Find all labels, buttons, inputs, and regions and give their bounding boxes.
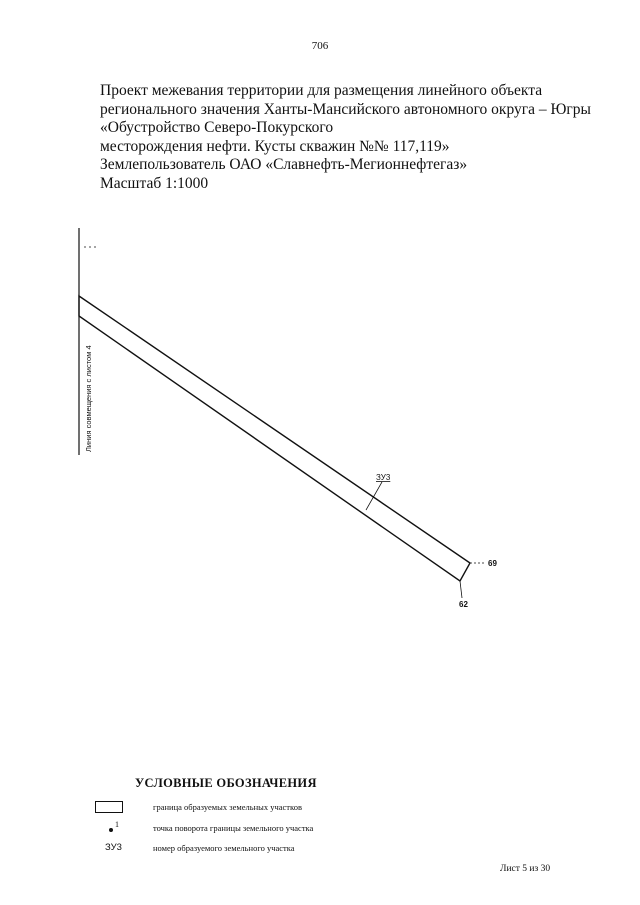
point-62-leader [460, 581, 462, 598]
title-line-4: месторождения нефти. Кусты скважин №№ 117,119» [100, 137, 450, 155]
parcel-leader [366, 482, 382, 510]
legend-item-boundary [95, 801, 355, 817]
legend-text-boundary: граница образуемых земельных участков [153, 802, 302, 812]
title-line-5: Землепользователь ОАО «Славнефть-Мегионнефтегаз» [100, 156, 468, 173]
title-line-3: «Обустройство Северо-Покурского [100, 119, 334, 136]
title-line-1: Проект межевания территории для размещения линейного объекта [100, 82, 543, 99]
legend-text-parcel-number: номер образуемого земельного участка [153, 843, 295, 853]
sheet-label: Лист 5 из 30 [500, 864, 551, 874]
parcel-number-code: ЗУ3 [105, 842, 122, 853]
point-62-label: 62 [459, 600, 468, 609]
legend-text-turn-point: точка поворота границы земельного участка [153, 823, 314, 833]
title-line-6: Масштаб 1:1000 [100, 174, 209, 192]
legend-item-turn-point [95, 822, 375, 838]
legend-title: УСЛОВНЫЕ ОБОЗНАЧЕНИЯ [135, 776, 317, 790]
turn-point-dot-icon [109, 828, 113, 832]
turn-point-number: 1 [115, 820, 119, 829]
title-line-2: регионального значения Ханты-Мансийского автономного округа – Югры [100, 100, 591, 118]
page-number: 706 [311, 40, 329, 52]
parcel-boundary [79, 296, 470, 581]
match-line-label: Линия совмещения с листом 4 [84, 345, 93, 452]
point-69-label: 69 [488, 559, 497, 568]
parcel-label: ЗУ3 [376, 473, 391, 482]
legend-item-parcel-number [95, 842, 365, 858]
boundary-swatch-icon [95, 801, 123, 813]
